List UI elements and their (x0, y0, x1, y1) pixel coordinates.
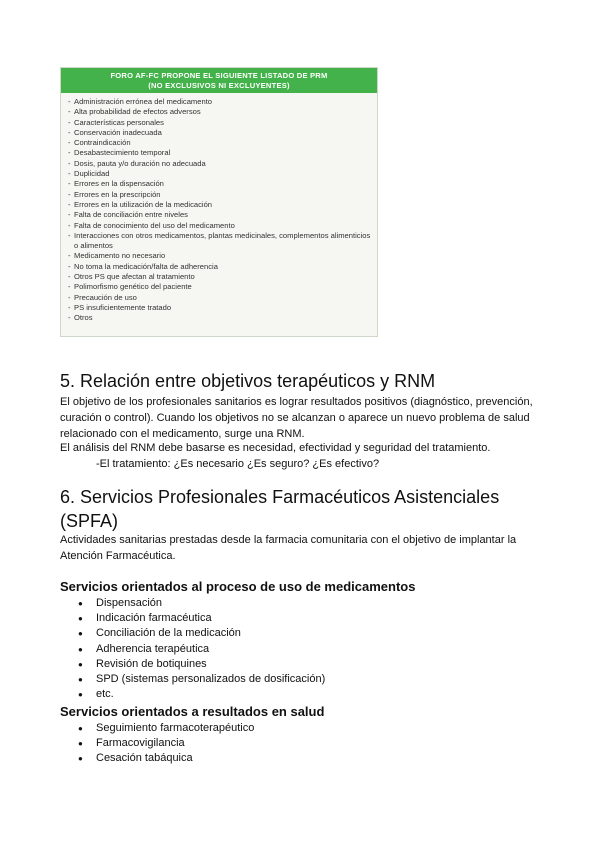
subsection1-title: Servicios orientados al proceso de uso de medicamentos (60, 579, 416, 594)
list-item: - Dosis, pauta y/o duración no adecuada (68, 159, 373, 169)
section6-title-line1: 6. Servicios Profesionales Farmacéuticos Asistenciales (60, 487, 500, 507)
prm-header-line1: FORO AF-FC PROPONE EL SIGUIENTE LISTADO DE PRM (110, 71, 328, 80)
section5-paragraph1: El objetivo de los profesionales sanitarios es lograr resultados positivos (diagnóstico, prevención, curación o control). Cuando los objetivos no se alcanzan o aparece un nuevo problema de salud relacionado con el medicamento, surge una RNM. (60, 396, 533, 440)
list-item: - Polimorfismo genético del paciente (68, 282, 373, 292)
section6-paragraph: Actividades sanitarias prestadas desde la farmacia comunitaria con el objetivo de implantar la Atención Farmacéutica. (60, 534, 517, 562)
list-item: - Contraindicación (68, 138, 373, 148)
list-item: ● Indicación farmacéutica (60, 611, 325, 626)
list-item: - No toma la medicación/falta de adherencia (68, 262, 373, 272)
prm-header-line2: (NO EXCLUSIVOS NI EXCLUYENTES) (148, 81, 290, 90)
list-item: - Errores en la prescripción (68, 190, 373, 200)
list-item: - Alta probabilidad de efectos adversos (68, 107, 373, 117)
list-item: ● Dispensación (60, 596, 325, 611)
section5-paragraph2: El análisis del RNM debe basarse es necesidad, efectividad y seguridad del tratamiento. (60, 442, 491, 454)
section6-title-line2: (SPFA) (60, 511, 119, 531)
list-item: ● SPD (sistemas personalizados de dosificación) (60, 672, 325, 687)
list-item: ● Seguimiento farmacoterapéutico (60, 721, 254, 736)
list-item: - Otros PS que afectan al tratamiento (68, 272, 373, 282)
prm-list-header (61, 68, 377, 93)
list-item: ● Revisión de botiquines (60, 657, 325, 672)
list-item: - Duplicidad (68, 169, 373, 179)
list-item: - Desabastecimiento temporal (68, 148, 373, 158)
section5-title: 5. Relación entre objetivos terapéuticos y RNM (60, 371, 436, 391)
list-item: - Medicamento no necesario (68, 251, 373, 261)
list-item: ● Farmacovigilancia (60, 736, 254, 751)
section5-indent-line: -El tratamiento: ¿Es necesario ¿Es seguro? ¿Es efectivo? (96, 458, 380, 470)
list-item: - PS insuficientemente tratado (68, 303, 373, 313)
list-item: - Características personales (68, 118, 373, 128)
list-item: - Precaución de uso (68, 293, 373, 303)
subsection2-title: Servicios orientados a resultados en salud (60, 704, 325, 719)
prm-list (61, 97, 377, 324)
list-item: - Administración errónea del medicamento (68, 97, 373, 107)
subsection2-list (60, 721, 254, 767)
prm-list-figure (60, 67, 378, 337)
list-item: ● Conciliación de la medicación (60, 626, 325, 641)
list-item: - Errores en la utilización de la medicación (68, 200, 373, 210)
list-item: ● Cesación tabáquica (60, 751, 254, 766)
list-item: - Interacciones con otros medicamentos, plantas medicinales, complementos alimenticios o alimentos (68, 231, 373, 252)
list-item: - Falta de conciliación entre niveles (68, 210, 373, 220)
list-item: ● Adherencia terapéutica (60, 642, 325, 657)
list-item: - Errores en la dispensación (68, 179, 373, 189)
subsection1-list (60, 596, 325, 702)
list-item: - Otros (68, 313, 373, 323)
list-item: - Falta de conocimiento del uso del medicamento (68, 221, 373, 231)
list-item: - Conservación inadecuada (68, 128, 373, 138)
list-item: ● etc. (60, 687, 325, 702)
